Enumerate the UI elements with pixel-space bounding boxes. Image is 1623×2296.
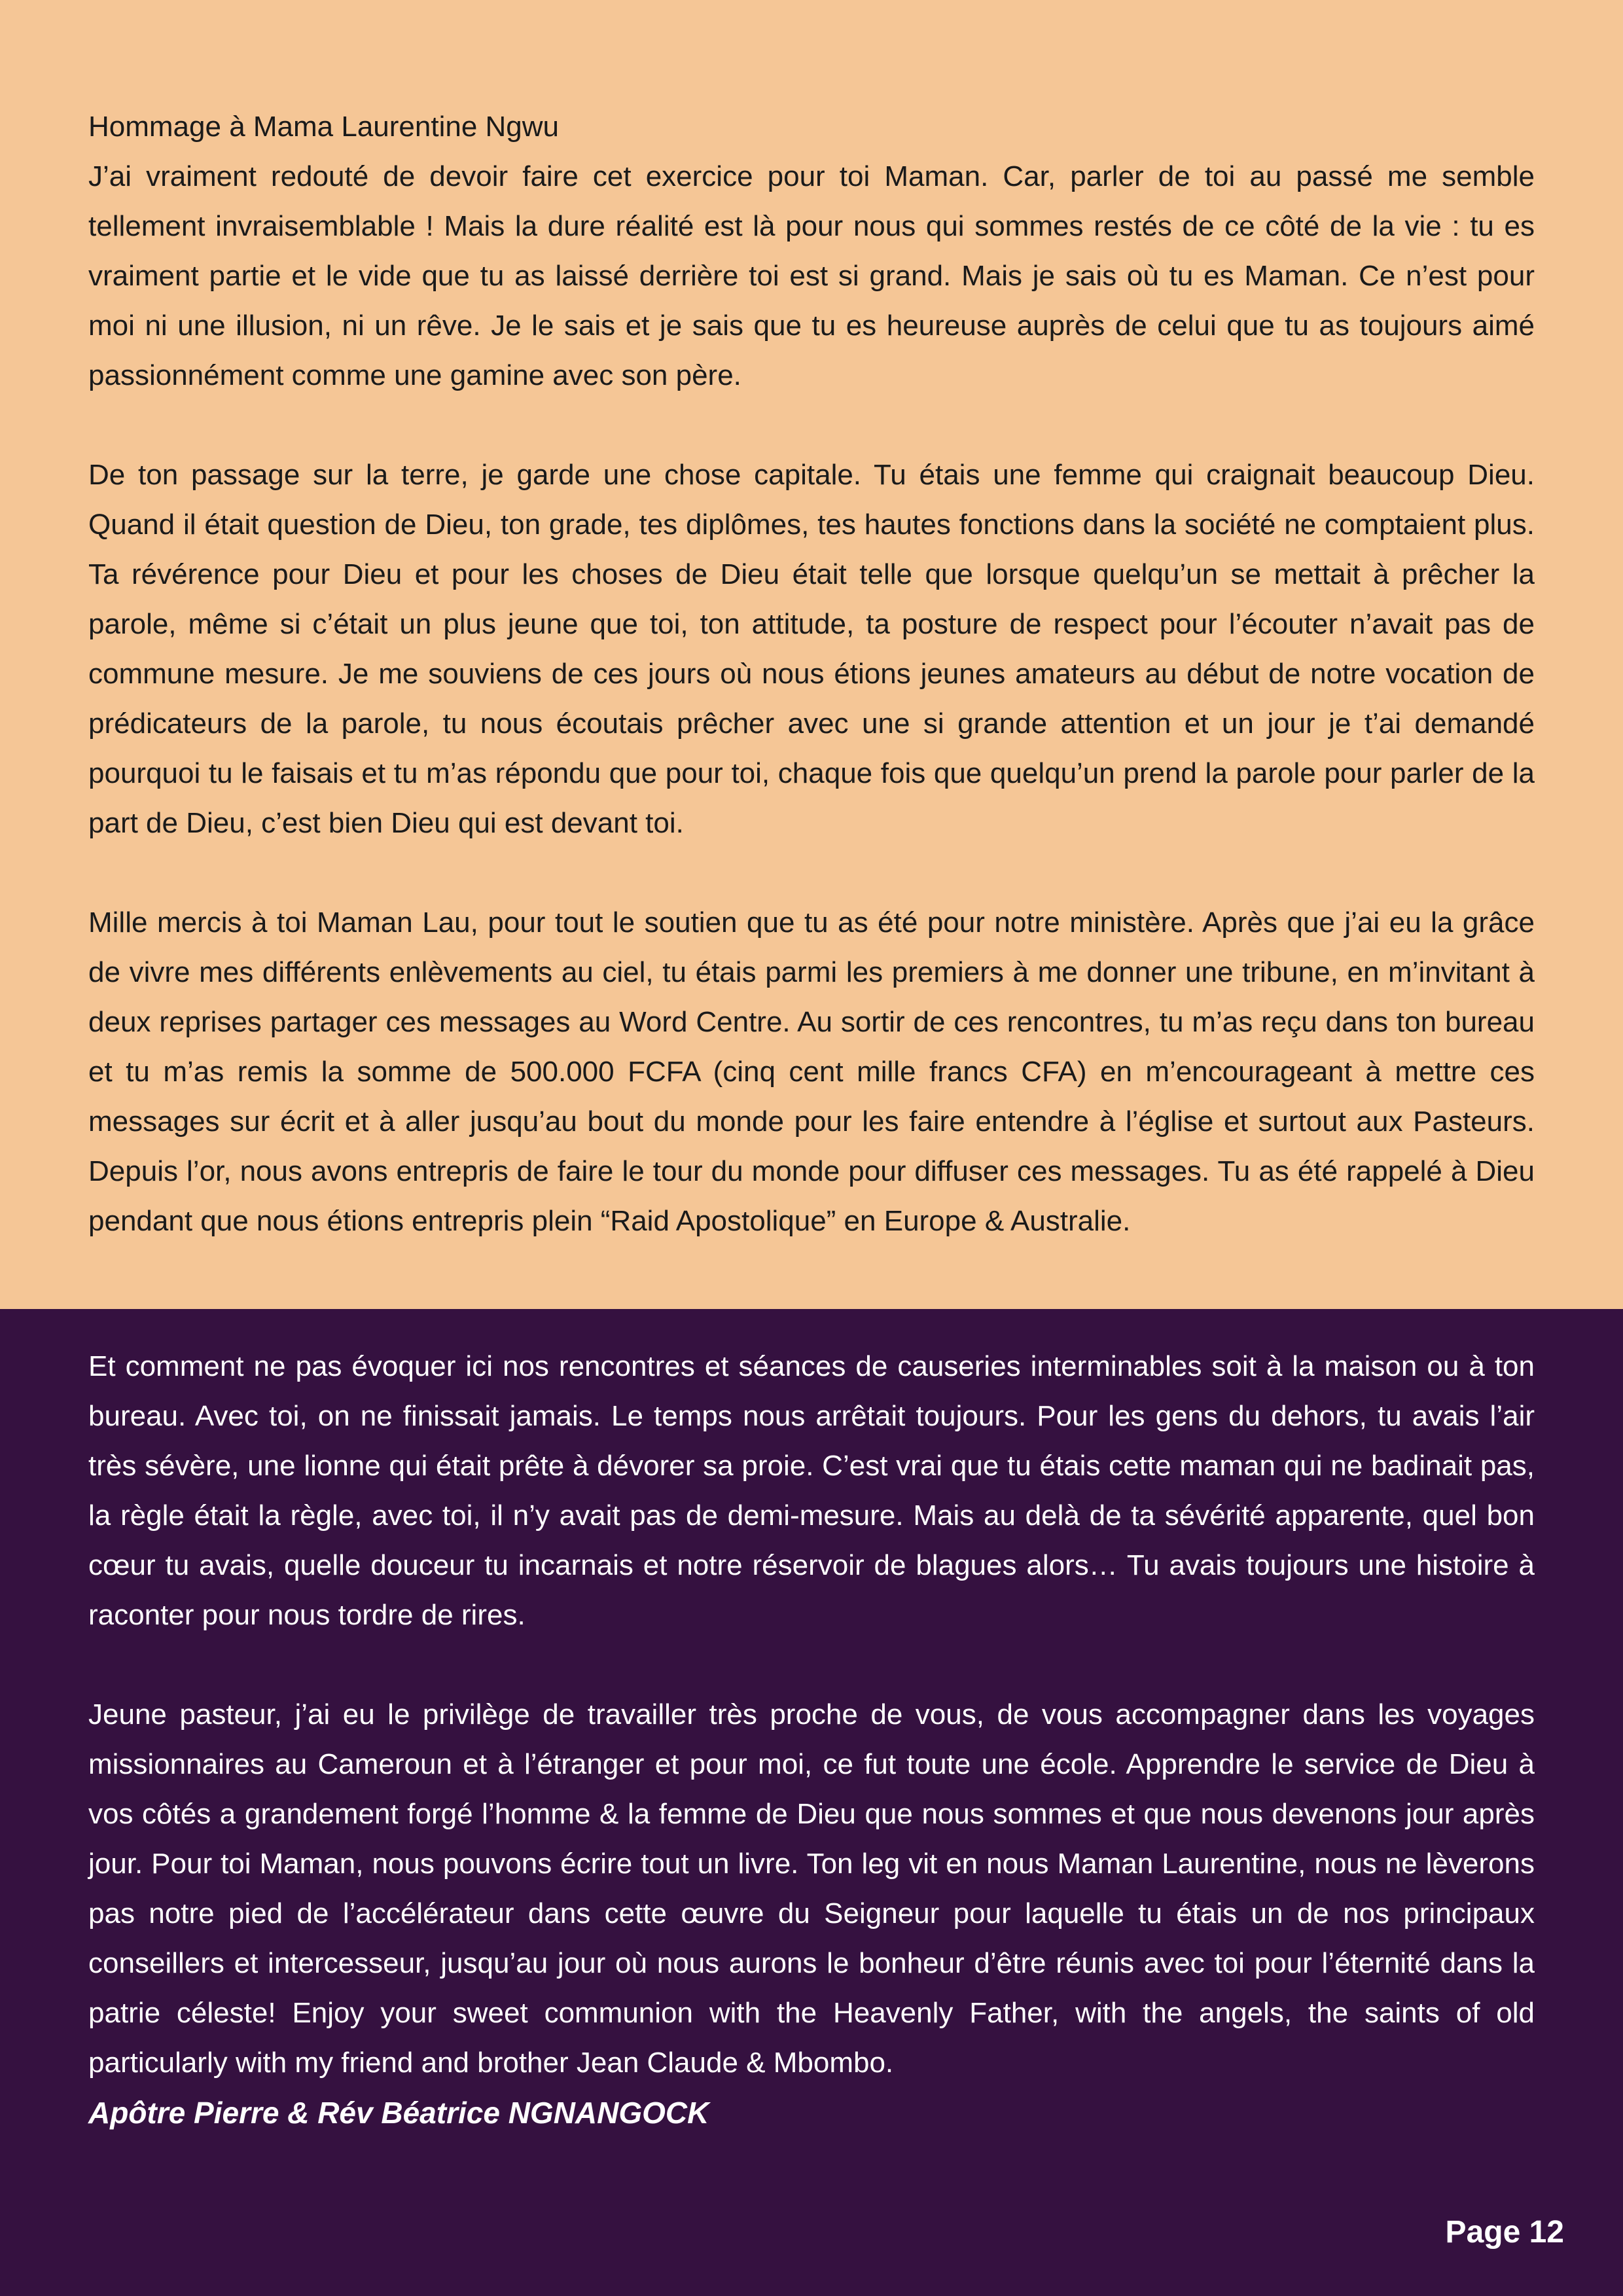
tribute-paragraph-1: J’ai vraiment redouté de devoir faire cet exercice pour toi Maman. Car, parler de toi au passé me semble tellement invraisemblable ! Mais la dure réalité est là pour nous qui sommes restés de ce côté de la vie : tu es vraiment partie et le vide que tu as laissé derrière toi est si grand. Mais je sais où tu es Maman. Ce n’est pour moi ni une illusion, ni un rêve. Je le sais et je sais que tu es heureuse auprès de celui que tu as toujours aimé passionnément comme une gamine avec son père. — [88, 160, 1535, 391]
tribute-paragraph-4: Et comment ne pas évoquer ici nos rencontres et séances de causeries interminables soit à la maison ou à ton bureau. Avec toi, on ne finissait jamais. Le temps nous arrêtait toujours. Pour les gens du dehors, tu avais l’air très sévère, une lionne qui était prête à dévorer sa proie. C’est vrai que tu étais cette maman qui ne badinait pas, la règle était la règle, avec toi, il n’y avait pas de demi-mesure. Mais au delà de ta sévérité apparente, quel bon cœur tu avais, quelle douceur tu incarnais et notre réservoir de blagues alors… Tu avais toujours une histoire à raconter pour nous tordre de rires. — [88, 1350, 1535, 1631]
tribute-paragraph-3: Mille mercis à toi Maman Lau, pour tout le soutien que tu as été pour notre ministère. Après que j’ai eu la grâce de vivre mes différents enlèvements au ciel, tu étais parmi les premiers à me donner une tribune, en m’invitant à deux reprises partager ces messages au Word Centre. Au sortir de ces rencontres, tu m’as reçu dans ton bureau et tu m’as remis la somme de 500.000 FCFA (cinq cent mille francs CFA) en m’encourageant à mettre ces messages sur écrit et à aller jusqu’au bout du monde pour les faire entendre à l’église et surtout aux Pasteurs. Depuis l’or, nous avons entrepris de faire le tour du monde pour diffuser ces messages. Tu as été rappelé à Dieu pendant que nous étions entrepris plein “Raid Apostolique” en Europe & Australie. — [88, 906, 1535, 1237]
tribute-paragraph-5: Jeune pasteur, j’ai eu le privilège de travailler très proche de vous, de vous accompagner dans les voyages missionnaires au Cameroun et à l’étranger et pour moi, ce fut toute une école. Apprendre le service de Dieu à vos côtés a grandement forgé l’homme & la femme de Dieu que nous sommes et que nous devenons jour après jour. Pour toi Maman, nous pouvons écrire tout un livre. Ton leg vit en nous Maman Laurentine, nous ne lèverons pas notre pied de l’accélérateur dans cette œuvre du Seigneur pour laquelle tu étais un de nos principaux conseillers et intercesseur, jusqu’au jour où nous aurons le bonheur d’être réunis avec toi pour l’éternité dans la patrie céleste! Enjoy your sweet communion with the Heavenly Father, with the angels, the saints of old particularly with my friend and brother Jean Claude & Mbombo. — [88, 1698, 1535, 2079]
tribute-paragraph-2: De ton passage sur la terre, je garde une chose capitale. Tu étais une femme qui craignait beaucoup Dieu. Quand il était question de Dieu, ton grade, tes diplômes, tes hautes fonctions dans la société ne comptaient plus. Ta révérence pour Dieu et pour les choses de Dieu était telle que lorsque quelqu’un se mettait à prêcher la parole, même si c’était un plus jeune que toi, ton attitude, ta posture de respect pour l’écouter n’avait pas de commune mesure. Je me souviens de ces jours où nous étions jeunes amateurs au début de notre vocation de prédicateurs de la parole, tu nous écoutais prêcher avec une si grande attention et un jour je t’ai demandé pourquoi tu le faisais et tu m’as répondu que pour toi, chaque fois que quelqu’un prend la parole pour parler de la part de Dieu, c’est bien Dieu qui est devant toi. — [88, 459, 1535, 839]
tribute-bottom-section — [0, 1309, 1623, 2296]
signature: Apôtre Pierre & Rév Béatrice NGNANGOCK — [88, 2096, 709, 2130]
tribute-heading: Hommage à Mama Laurentine Ngwu — [88, 111, 560, 143]
page-number: Page 12 — [1445, 2215, 1564, 2250]
